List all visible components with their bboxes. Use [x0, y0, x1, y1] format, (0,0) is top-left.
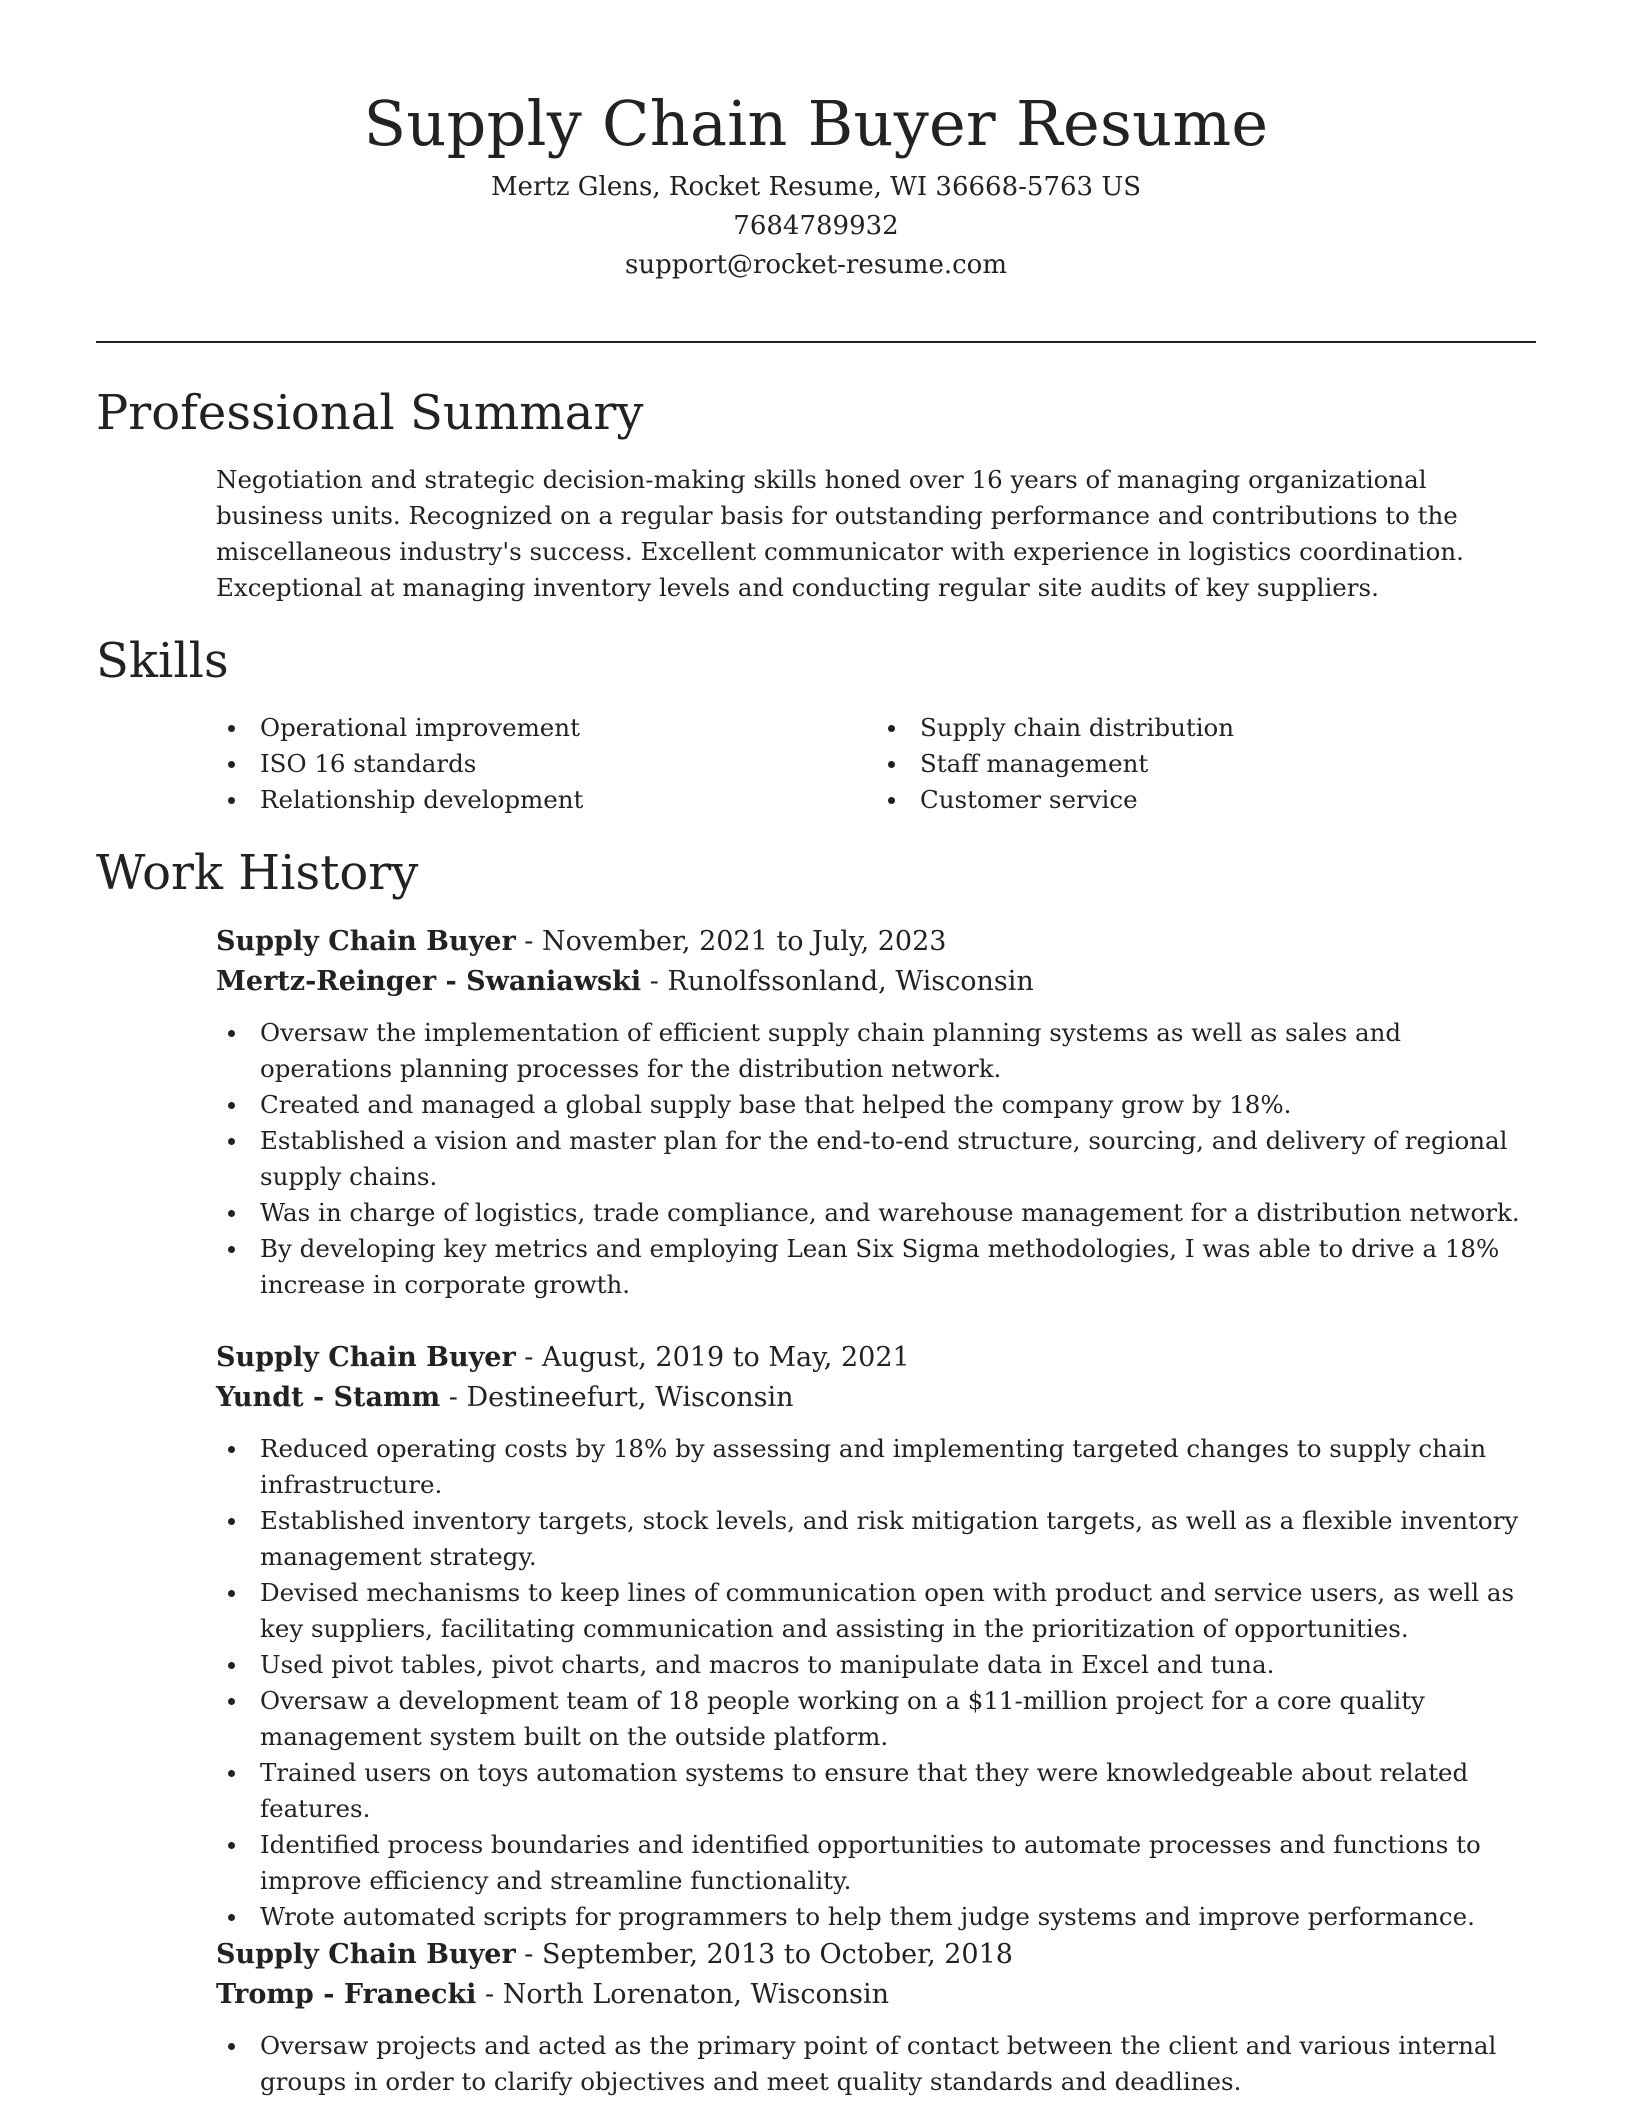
job-entry — [216, 1935, 1536, 2100]
job-bullet: Reduced operating costs by 18% by assessing and implementing targeted changes to supply chain infrastructure. — [260, 1431, 1536, 1503]
job-location: Runolfssonland, Wisconsin — [667, 966, 1034, 997]
job-dates: November, 2021 to July, 2023 — [541, 926, 947, 957]
job-title-line — [216, 1935, 1536, 1975]
separator: - — [515, 1939, 542, 1970]
job-bullet: By developing key metrics and employing Lean Six Sigma methodologies, I was able to drive a 18% increase in corporate growth. — [260, 1231, 1536, 1303]
contact-phone: 7684789932 — [733, 211, 899, 241]
job-entry — [216, 922, 1536, 1303]
skill-item: Relationship development — [260, 782, 876, 818]
job-bullet: Established a vision and master plan for the end-to-end structure, sourcing, and delivery of regional supply chains. — [260, 1123, 1536, 1195]
skill-item: Operational improvement — [260, 710, 876, 746]
job-bullet: Devised mechanisms to keep lines of communication open with product and service users, as well as key suppliers, facilitating communication and assisting in the prioritization of opportunities. — [260, 1575, 1536, 1647]
skill-item: Customer service — [920, 782, 1536, 818]
job-bullet: Wrote automated scripts for programmers to help them judge systems and improve performance. — [260, 1899, 1536, 1935]
job-bullet: Was in charge of logistics, trade compliance, and warehouse management for a distribution network. — [260, 1195, 1536, 1231]
job-bullets — [216, 1015, 1536, 1303]
separator: - — [440, 1382, 467, 1413]
job-location: North Lorenaton, Wisconsin — [502, 1979, 889, 2010]
job-company-line — [216, 1975, 1536, 2015]
job-entry — [216, 1338, 1536, 1935]
job-bullet: Oversaw a development team of 18 people working on a $11-million project for a core quality management system built on the outside platform. — [260, 1683, 1536, 1755]
job-bullet: Trained users on toys automation systems to ensure that they were knowledgeable about related features. — [260, 1755, 1536, 1827]
skill-item: Supply chain distribution — [920, 710, 1536, 746]
job-dates: August, 2019 to May, 2021 — [541, 1342, 910, 1373]
skills-column-left — [216, 710, 876, 818]
job-company: Tromp - Franecki — [216, 1979, 477, 2010]
job-company: Yundt - Stamm — [216, 1382, 441, 1413]
job-bullet: Oversaw projects and acted as the primary point of contact between the client and various internal groups in order to clarify objectives and meet quality standards and deadlines. — [260, 2028, 1536, 2100]
job-dates: September, 2013 to October, 2018 — [541, 1939, 1013, 1970]
job-location: Destineefurt, Wisconsin — [466, 1382, 794, 1413]
contact-email: support@rocket-resume.com — [624, 250, 1007, 280]
contact-address: Mertz Glens, Rocket Resume, WI 36668-5763 US — [490, 172, 1142, 202]
skills-heading: Skills — [96, 633, 229, 689]
separator: - — [515, 926, 542, 957]
skills-column-right — [876, 710, 1536, 818]
job-company-line — [216, 962, 1536, 1002]
separator: - — [641, 966, 668, 997]
job-bullet: Oversaw the implementation of efficient supply chain planning systems as well as sales and operations planning processes for the distribution network. — [260, 1015, 1536, 1087]
job-company-line — [216, 1378, 1536, 1418]
job-bullets — [216, 1431, 1536, 1935]
job-company: Mertz-Reinger - Swaniawski — [216, 966, 642, 997]
job-title-line — [216, 922, 1536, 962]
job-role: Supply Chain Buyer — [216, 1939, 516, 1970]
job-bullet: Established inventory targets, stock levels, and risk mitigation targets, as well as a flexible inventory management strategy. — [260, 1503, 1536, 1575]
resume-header — [96, 80, 1536, 285]
job-bullet: Created and managed a global supply base that helped the company grow by 18%. — [260, 1087, 1536, 1123]
summary-heading: Professional Summary — [96, 385, 644, 441]
work-history-heading: Work History — [96, 845, 419, 901]
job-bullets — [216, 2028, 1536, 2100]
summary-text: Negotiation and strategic decision-making skills honed over 16 years of managing organizational business units. Recognized on a regular basis for outstanding performance and contributions to the miscellaneous industry's success. Excellent communicator with experience in logistics coordination. Exceptional at managing inventory levels and conducting regular site audits of key suppliers. — [216, 465, 1464, 602]
job-title-line — [216, 1338, 1536, 1378]
resume-title: Supply Chain Buyer Resume — [363, 87, 1269, 160]
skill-item: Staff management — [920, 746, 1536, 782]
job-role: Supply Chain Buyer — [216, 926, 516, 957]
header-divider — [96, 341, 1536, 343]
separator: - — [515, 1342, 542, 1373]
job-role: Supply Chain Buyer — [216, 1342, 516, 1373]
job-bullet: Used pivot tables, pivot charts, and macros to manipulate data in Excel and tuna. — [260, 1647, 1536, 1683]
separator: - — [476, 1979, 503, 2010]
job-bullet: Identified process boundaries and identified opportunities to automate processes and functions to improve efficiency and streamline functionality. — [260, 1827, 1536, 1899]
skill-item: ISO 16 standards — [260, 746, 876, 782]
skills-grid — [216, 710, 1536, 818]
